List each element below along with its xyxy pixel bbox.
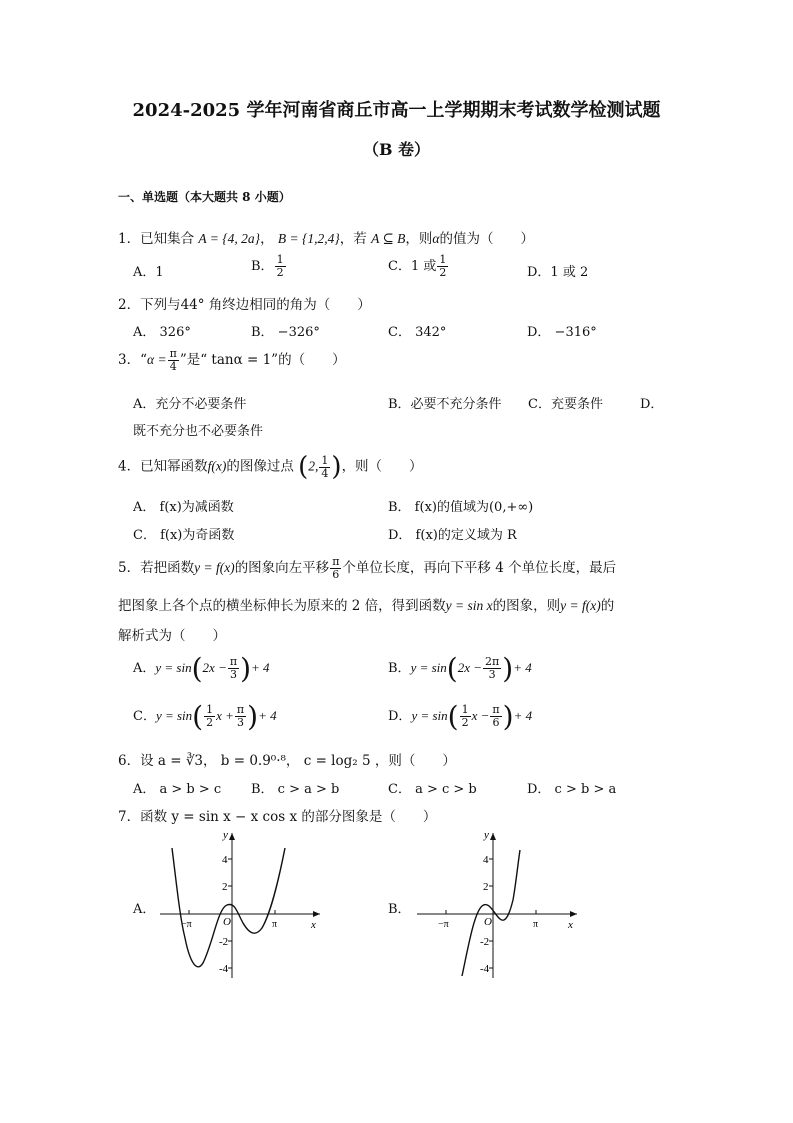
q4-option-d: D． f(x)的定义域为 R [388, 528, 517, 543]
x-label: x [568, 919, 573, 931]
q7-option-b-label: B． [388, 902, 411, 917]
question-5-line-1: 5．若把函数y = f(x)的图象向左平移 $\frac{\pi}{6}$ 个单位长度，再向下平移 4 个单位长度，最后 [118, 555, 617, 581]
q4-option-c: C． f(x)为奇函数 [133, 528, 235, 543]
origin-label: O [223, 916, 231, 928]
exam-title: 2024-2025 学年河南省商丘市高一上学期期末考试数学检测试题 [132, 100, 661, 121]
svg-text:−π: −π [438, 919, 449, 930]
question-6: 6．设 a = ∛3， b = 0.9⁰·⁸， c = log₂ 5 ，则（ ） [118, 753, 456, 769]
q3-option-d-continued: 既不充分也不必要条件 [133, 424, 264, 439]
exam-subtitle: （B 卷） [362, 140, 431, 159]
q2-option-b: B． −326° [251, 325, 320, 340]
q3-option-a: A．充分不必要条件 [133, 397, 247, 412]
q1-option-a: A．1 [133, 265, 164, 280]
x-axis-arrow-icon [313, 911, 320, 917]
section-heading: 一、单选题（本大题共 8 小题） [118, 190, 291, 204]
q1-option-d: D．1 或 2 [527, 265, 589, 280]
q3-option-b: B．必要不充分条件 [388, 397, 502, 412]
y-label: y [223, 829, 228, 841]
y-axis-arrow-icon [229, 833, 235, 840]
q6-option-a: A． a > b > c [133, 782, 222, 797]
question-1: 1．已知集合 A = {4, 2a}， B = {1,2,4}，若 A ⊆ B，则α的值为（ ） [118, 231, 534, 247]
q1-option-c: C．1 或 $\frac{1}{2}$ [388, 253, 447, 279]
q3-option-d: D． [640, 397, 664, 412]
q6-option-b: B． c > a > b [251, 782, 340, 797]
svg-text:-4: -4 [480, 963, 490, 975]
svg-text:2: 2 [222, 881, 228, 893]
svg-text:4: 4 [222, 854, 228, 866]
origin-label: O [484, 916, 492, 928]
svg-text:2: 2 [483, 881, 489, 893]
question-2: 2．下列与44° 角终边相同的角为（ ） [118, 297, 371, 313]
svg-text:π: π [272, 919, 278, 930]
x-axis-arrow-icon [570, 911, 577, 917]
q5-option-b: B．y = sin(2x − $\frac{2\pi}{3}$ )+ 4 [388, 652, 532, 685]
svg-text:π: π [533, 919, 539, 930]
q7-graph-a [155, 828, 330, 983]
question-5-line-3: 解析式为（ ） [118, 628, 226, 644]
y-axis-arrow-icon [490, 833, 496, 840]
q6-option-d: D． c > b > a [527, 782, 617, 797]
q3-option-c: C．充要条件 [528, 397, 603, 412]
q2-option-c: C． 342° [388, 325, 447, 340]
q5-option-a: A．y = sin(2x − $\frac{\pi}{3}$ )+ 4 [133, 652, 270, 685]
q2-option-a: A． 326° [133, 325, 191, 340]
svg-text:-4: -4 [219, 963, 229, 975]
q1-option-b: B． $\frac{1}{2}$ [251, 253, 284, 279]
q7-graph-b [412, 828, 587, 983]
q6-option-c: C． a > c > b [388, 782, 477, 797]
question-3: 3．“α = $\frac{\pi}{4}$ ”是“ tanα = 1”的（ ） [118, 347, 346, 373]
q4-option-a: A． f(x)为减函数 [133, 500, 234, 515]
question-7: 7．函数 y = sin x − x cos x 的部分图象是（ ） [118, 809, 437, 825]
svg-text:−π: −π [181, 919, 192, 930]
question-4: 4．已知幂函数f(x)的图像过点 (2, $\frac{1}{4}$ )，则（ ） [118, 452, 423, 482]
question-5-line-2: 把图象上各个点的横坐标伸长为原来的 2 倍，得到函数y = sin x的图象，则y = f(x)的 [118, 598, 615, 614]
q5-option-d: D．y = sin( $\frac{1}{2}$ x − $\frac{\pi}{6}$ )+ 4 [388, 700, 533, 733]
q2-option-d: D． −316° [527, 325, 597, 340]
curve-a [172, 848, 285, 967]
curve-b [462, 850, 520, 976]
q7-option-a-label: A． [133, 902, 156, 917]
svg-text:-2: -2 [219, 936, 229, 948]
svg-text:-2: -2 [480, 936, 490, 948]
svg-text:4: 4 [483, 854, 489, 866]
q5-option-c: C．y = sin( $\frac{1}{2}$ x + $\frac{\pi}{3}$ )+ 4 [133, 700, 277, 733]
q4-option-b: B． f(x)的值域为(0,+∞) [388, 500, 534, 515]
y-label: y [484, 829, 489, 841]
x-label: x [311, 919, 316, 931]
